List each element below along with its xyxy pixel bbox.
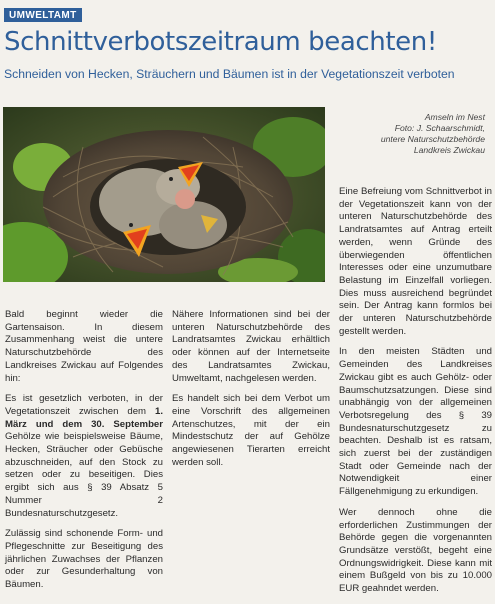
paragraph-text: Es ist gesetzlich verboten, in der Vegetationszeit zwischen dem [5, 393, 163, 417]
bird-nest-photo [3, 107, 325, 282]
paragraph: In den meisten Städten und Gemeinden des Landkreises Zwickau gibt es auch Gehölz- oder Baumschutzsatzungen. Diese sind unabhängig von der allgemeinen Verbotsregelung des § 39 Bundesnaturschutzgesetz zu beachten. Deshalb ist es ratsam, sich zuerst bei der zuständigen Stadt oder Gemeinde nach der Notwendigkeit einer Fällgenehmigung zu erkundigen. [339, 346, 492, 498]
paragraph: Zulässig sind schonende Form- und Pflegeschnitte zur Beseitigung des jährlichen Zuwachses der Pflanzen oder zur Gesunderhaltung von Bäumen. [5, 528, 163, 591]
paragraph: Es handelt sich bei dem Verbot um eine Vorschrift des allgemeinen Artenschutzes, mit der ein Mindestschutz der auf Gehölze angewiesenen Tierarten erreicht werden soll. [172, 393, 330, 468]
paragraph: Eine Befreiung vom Schnittverbot in der Vegetationszeit kann von der unteren Naturschutzbehörde des Landratsamtes auf Antrag erteilt werden, wenn Gründe des überwiegenden öffentlichen Interesses oder eine unzumutbare Belastung im Einzelfall vorliegen. Dies muss ausreichend begründet sein. Der Antrag kann formlos bei der unteren Naturschutzbehörde gestellt werden. [339, 186, 492, 337]
article-column-3 [339, 186, 492, 604]
caption-line: Amseln im Nest [424, 112, 485, 122]
caption-line: Foto: J. Schaarschmidt, [394, 123, 485, 133]
page-title: Schnittverbotszeitraum beachten! [4, 27, 437, 57]
article-column-2 [172, 309, 330, 477]
paragraph-text: Gehölze wie beispielsweise Bäume, Hecken, Sträucher oder Gebüsche abzuschneiden, auf den Stock zu setzen oder zu beseitigen. Dies ergibt sich aus § 39 Absatz 5 Nummer 2 Bundesnaturschutzgesetz. [5, 431, 163, 519]
paragraph: Wer dennoch ohne die erforderlichen Zustimmungen der Behörde gegen die vorgenannten Grundsätze verstößt, begeht eine Ordnungswidrigkeit. Diese kann mit einem Bußgeld von bis zu 10.000 EUR geahndet werden. [339, 506, 492, 595]
paragraph [5, 393, 163, 520]
article-column-1 [5, 309, 163, 600]
page-subtitle: Schneiden von Hecken, Sträuchern und Bäumen ist in der Vegetationszeit verboten [4, 67, 455, 81]
paragraph: Bald beginnt wieder die Gartensaison. In diesem Zusammenhang weist die untere Naturschutzbehörde des Landkreises Zwickau auf Folgendes hin: [5, 309, 163, 384]
paragraph: Nähere Informationen sind bei der unteren Naturschutzbehörde des Landratsamtes Zwickau erhältlich oder können auf der Internetseite des Landratsamtes Zwickau, Umweltamt, nachgelesen werden. [172, 309, 330, 384]
caption-line: untere Naturschutzbehörde [380, 134, 485, 144]
date-range: 1. März und dem 30. September [5, 405, 163, 430]
section-tag: UMWELTAMT [4, 8, 82, 22]
caption-line: Landkreis Zwickau [413, 145, 485, 155]
photo-caption [330, 112, 485, 156]
nest-illustration [3, 107, 325, 282]
